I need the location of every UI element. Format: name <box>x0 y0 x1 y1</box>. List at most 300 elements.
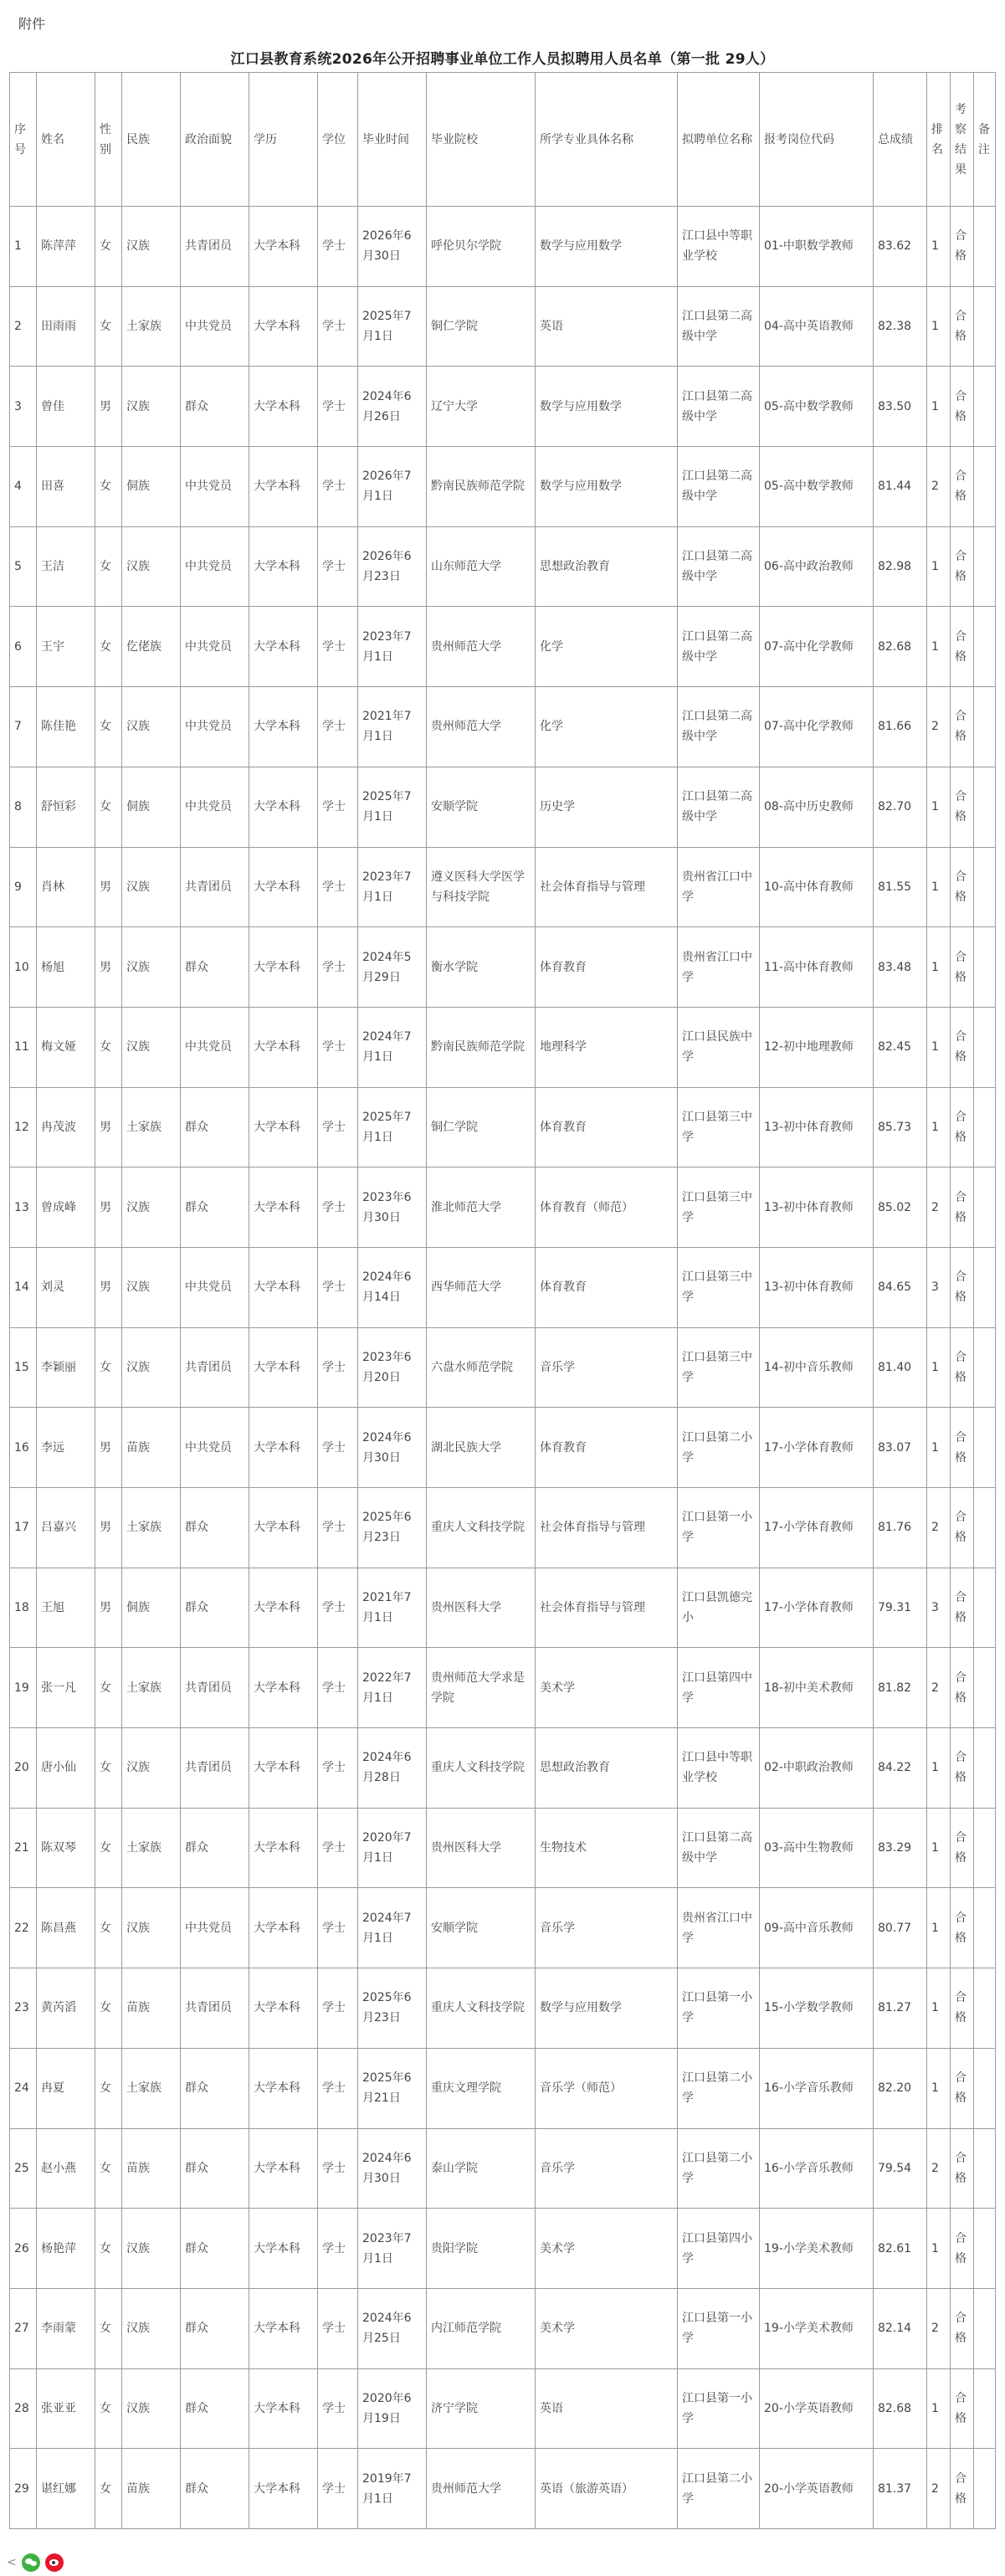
cell-rank: 2 <box>927 447 951 527</box>
attachment-label: 附件 <box>18 16 46 32</box>
cell-name: 刘灵 <box>37 1247 95 1327</box>
cell-education: 大学本科 <box>249 286 318 367</box>
cell-rank: 1 <box>927 847 951 927</box>
cell-graduation-date: 2023年7月1日 <box>358 2209 427 2289</box>
cell-total-score: 83.50 <box>874 367 927 447</box>
cell-remarks <box>974 847 996 927</box>
cell-graduation-date: 2024年6月30日 <box>358 2128 427 2209</box>
cell-index: 26 <box>10 2209 37 2289</box>
cell-degree: 学士 <box>318 1728 358 1809</box>
cell-rank: 1 <box>927 1087 951 1167</box>
cell-hiring-unit: 江口县中等职业学校 <box>678 207 760 287</box>
table-row <box>10 687 996 767</box>
share-icon[interactable]: < <box>7 2556 17 2569</box>
cell-position-code: 02-中职政治教师 <box>760 1728 874 1809</box>
cell-review-result: 合格 <box>951 1968 974 2049</box>
cell-graduation-date: 2023年6月30日 <box>358 1167 427 1248</box>
cell-remarks <box>974 1327 996 1408</box>
cell-hiring-unit: 江口县凯德完小 <box>678 1568 760 1648</box>
cell-hiring-unit: 贵州省江口中学 <box>678 847 760 927</box>
cell-rank: 3 <box>927 1247 951 1327</box>
cell-education: 大学本科 <box>249 1808 318 1888</box>
cell-remarks <box>974 2288 996 2368</box>
cell-ethnicity: 汉族 <box>122 207 181 287</box>
cell-name: 张一凡 <box>37 1648 95 1728</box>
cell-major: 数学与应用数学 <box>536 207 678 287</box>
cell-review-result: 合格 <box>951 367 974 447</box>
cell-school: 淮北师范大学 <box>427 1167 536 1248</box>
cell-position-code: 19-小学美术教师 <box>760 2209 874 2289</box>
cell-review-result: 合格 <box>951 2209 974 2289</box>
cell-total-score: 81.44 <box>874 447 927 527</box>
cell-school: 铜仁学院 <box>427 1087 536 1167</box>
cell-ethnicity: 汉族 <box>122 927 181 1008</box>
cell-index: 10 <box>10 927 37 1008</box>
cell-gender: 女 <box>95 607 122 687</box>
cell-education: 大学本科 <box>249 927 318 1008</box>
cell-total-score: 82.45 <box>874 1007 927 1087</box>
cell-total-score: 82.61 <box>874 2209 927 2289</box>
cell-education: 大学本科 <box>249 207 318 287</box>
cell-hiring-unit: 江口县第四中学 <box>678 1648 760 1728</box>
cell-rank: 1 <box>927 767 951 847</box>
cell-degree: 学士 <box>318 1408 358 1488</box>
cell-position-code: 11-高中体育教师 <box>760 927 874 1008</box>
cell-degree: 学士 <box>318 607 358 687</box>
cell-degree: 学士 <box>318 847 358 927</box>
cell-education: 大学本科 <box>249 1968 318 2049</box>
cell-remarks <box>974 1888 996 1968</box>
cell-rank: 1 <box>927 607 951 687</box>
cell-name: 陈萍萍 <box>37 207 95 287</box>
cell-political-status: 群众 <box>181 1568 249 1648</box>
cell-rank: 2 <box>927 1167 951 1248</box>
cell-major: 英语 <box>536 286 678 367</box>
cell-index: 28 <box>10 2368 37 2449</box>
cell-index: 1 <box>10 207 37 287</box>
cell-total-score: 81.82 <box>874 1648 927 1728</box>
weibo-icon[interactable] <box>45 2553 64 2572</box>
cell-major: 美术学 <box>536 2288 678 2368</box>
cell-school: 黔南民族师范学院 <box>427 1007 536 1087</box>
cell-gender: 女 <box>95 1968 122 2049</box>
cell-review-result: 合格 <box>951 526 974 607</box>
cell-political-status: 共青团员 <box>181 1968 249 2049</box>
cell-major: 体育教育 <box>536 1408 678 1488</box>
table-row <box>10 2209 996 2289</box>
table-row <box>10 1167 996 1248</box>
cell-name: 舒恒彩 <box>37 767 95 847</box>
header-col-remarks: 备注 <box>974 73 996 207</box>
cell-graduation-date: 2024年6月14日 <box>358 1247 427 1327</box>
cell-total-score: 83.62 <box>874 207 927 287</box>
cell-review-result: 合格 <box>951 1408 974 1488</box>
cell-review-result: 合格 <box>951 1247 974 1327</box>
cell-ethnicity: 汉族 <box>122 687 181 767</box>
table-row <box>10 1007 996 1087</box>
cell-graduation-date: 2020年6月19日 <box>358 2368 427 2449</box>
cell-index: 11 <box>10 1007 37 1087</box>
cell-graduation-date: 2026年7月1日 <box>358 447 427 527</box>
cell-index: 19 <box>10 1648 37 1728</box>
cell-position-code: 13-初中体育教师 <box>760 1167 874 1248</box>
cell-position-code: 13-初中体育教师 <box>760 1087 874 1167</box>
cell-rank: 1 <box>927 927 951 1008</box>
cell-major: 社会体育指导与管理 <box>536 1568 678 1648</box>
cell-review-result: 合格 <box>951 1327 974 1408</box>
table-row <box>10 1648 996 1728</box>
cell-school: 西华师范大学 <box>427 1247 536 1327</box>
cell-rank: 1 <box>927 1968 951 2049</box>
cell-major: 社会体育指导与管理 <box>536 1488 678 1568</box>
cell-ethnicity: 苗族 <box>122 1968 181 2049</box>
cell-position-code: 17-小学体育教师 <box>760 1488 874 1568</box>
cell-review-result: 合格 <box>951 2368 974 2449</box>
cell-graduation-date: 2024年7月1日 <box>358 1888 427 1968</box>
cell-school: 衡水学院 <box>427 927 536 1008</box>
cell-ethnicity: 汉族 <box>122 2288 181 2368</box>
cell-hiring-unit: 江口县民族中学 <box>678 1007 760 1087</box>
cell-graduation-date: 2023年6月20日 <box>358 1327 427 1408</box>
cell-review-result: 合格 <box>951 2288 974 2368</box>
header-row <box>10 73 996 207</box>
cell-degree: 学士 <box>318 2449 358 2529</box>
cell-total-score: 82.98 <box>874 526 927 607</box>
cell-graduation-date: 2020年7月1日 <box>358 1808 427 1888</box>
cell-political-status: 中共党员 <box>181 1888 249 1968</box>
cell-total-score: 81.27 <box>874 1968 927 2049</box>
cell-hiring-unit: 江口县第二高级中学 <box>678 607 760 687</box>
header-col-political-status: 政治面貌 <box>181 73 249 207</box>
cell-gender: 男 <box>95 1247 122 1327</box>
cell-political-status: 共青团员 <box>181 1648 249 1728</box>
cell-position-code: 05-高中数学教师 <box>760 367 874 447</box>
cell-education: 大学本科 <box>249 1568 318 1648</box>
cell-remarks <box>974 2048 996 2128</box>
cell-name: 田喜 <box>37 447 95 527</box>
cell-remarks <box>974 207 996 287</box>
cell-graduation-date: 2026年6月30日 <box>358 207 427 287</box>
cell-ethnicity: 苗族 <box>122 2128 181 2209</box>
cell-political-status: 中共党员 <box>181 687 249 767</box>
cell-position-code: 05-高中数学教师 <box>760 447 874 527</box>
cell-education: 大学本科 <box>249 2209 318 2289</box>
cell-hiring-unit: 江口县第二小学 <box>678 2048 760 2128</box>
cell-major: 体育教育 <box>536 1247 678 1327</box>
cell-total-score: 83.07 <box>874 1408 927 1488</box>
cell-hiring-unit: 江口县第一小学 <box>678 2288 760 2368</box>
cell-position-code: 13-初中体育教师 <box>760 1247 874 1327</box>
cell-ethnicity: 汉族 <box>122 526 181 607</box>
table-row <box>10 2449 996 2529</box>
cell-review-result: 合格 <box>951 286 974 367</box>
cell-political-status: 共青团员 <box>181 1728 249 1809</box>
cell-school: 辽宁大学 <box>427 367 536 447</box>
cell-degree: 学士 <box>318 1648 358 1728</box>
cell-ethnicity: 汉族 <box>122 1327 181 1408</box>
cell-hiring-unit: 江口县中等职业学校 <box>678 1728 760 1809</box>
cell-index: 15 <box>10 1327 37 1408</box>
cell-gender: 女 <box>95 1808 122 1888</box>
cell-political-status: 群众 <box>181 2209 249 2289</box>
cell-hiring-unit: 江口县第二高级中学 <box>678 526 760 607</box>
table-row <box>10 2048 996 2128</box>
cell-degree: 学士 <box>318 2128 358 2209</box>
cell-rank: 1 <box>927 1808 951 1888</box>
cell-major: 数学与应用数学 <box>536 367 678 447</box>
header-col-position-code: 报考岗位代码 <box>760 73 874 207</box>
cell-total-score: 85.02 <box>874 1167 927 1248</box>
cell-political-status: 群众 <box>181 2368 249 2449</box>
cell-position-code: 07-高中化学教师 <box>760 607 874 687</box>
cell-index: 24 <box>10 2048 37 2128</box>
cell-hiring-unit: 江口县第一小学 <box>678 2368 760 2449</box>
cell-education: 大学本科 <box>249 1888 318 1968</box>
cell-hiring-unit: 江口县第二高级中学 <box>678 286 760 367</box>
cell-education: 大学本科 <box>249 2449 318 2529</box>
cell-graduation-date: 2021年7月1日 <box>358 1568 427 1648</box>
cell-education: 大学本科 <box>249 2048 318 2128</box>
cell-gender: 女 <box>95 2128 122 2209</box>
cell-graduation-date: 2025年7月1日 <box>358 1087 427 1167</box>
cell-school: 六盘水师范学院 <box>427 1327 536 1408</box>
cell-ethnicity: 苗族 <box>122 1408 181 1488</box>
cell-gender: 男 <box>95 1568 122 1648</box>
cell-gender: 男 <box>95 927 122 1008</box>
cell-name: 陈佳艳 <box>37 687 95 767</box>
cell-ethnicity: 汉族 <box>122 1167 181 1248</box>
cell-graduation-date: 2025年6月23日 <box>358 1488 427 1568</box>
cell-remarks <box>974 1167 996 1248</box>
cell-education: 大学本科 <box>249 1087 318 1167</box>
cell-major: 音乐学 <box>536 1327 678 1408</box>
cell-index: 20 <box>10 1728 37 1809</box>
cell-graduation-date: 2026年6月23日 <box>358 526 427 607</box>
cell-position-code: 10-高中体育教师 <box>760 847 874 927</box>
cell-name: 赵小燕 <box>37 2128 95 2209</box>
cell-major: 地理科学 <box>536 1007 678 1087</box>
cell-remarks <box>974 2449 996 2529</box>
cell-graduation-date: 2024年5月29日 <box>358 927 427 1008</box>
cell-name: 李远 <box>37 1408 95 1488</box>
cell-hiring-unit: 江口县第三中学 <box>678 1087 760 1167</box>
cell-name: 杨艳萍 <box>37 2209 95 2289</box>
cell-school: 泰山学院 <box>427 2128 536 2209</box>
cell-degree: 学士 <box>318 2368 358 2449</box>
cell-review-result: 合格 <box>951 1888 974 1968</box>
cell-degree: 学士 <box>318 2048 358 2128</box>
cell-political-status: 群众 <box>181 1087 249 1167</box>
cell-degree: 学士 <box>318 1488 358 1568</box>
cell-rank: 1 <box>927 2368 951 2449</box>
cell-name: 张亚亚 <box>37 2368 95 2449</box>
cell-name: 王旭 <box>37 1568 95 1648</box>
cell-graduation-date: 2025年6月23日 <box>358 1968 427 2049</box>
cell-school: 内江师范学院 <box>427 2288 536 2368</box>
cell-graduation-date: 2024年6月26日 <box>358 367 427 447</box>
cell-total-score: 80.77 <box>874 1888 927 1968</box>
header-col-degree: 学位 <box>318 73 358 207</box>
cell-review-result: 合格 <box>951 927 974 1008</box>
cell-hiring-unit: 贵州省江口中学 <box>678 1888 760 1968</box>
cell-education: 大学本科 <box>249 1488 318 1568</box>
cell-ethnicity: 土家族 <box>122 286 181 367</box>
cell-political-status: 中共党员 <box>181 607 249 687</box>
cell-major: 英语（旅游英语） <box>536 2449 678 2529</box>
cell-name: 冉茂波 <box>37 1087 95 1167</box>
cell-gender: 女 <box>95 687 122 767</box>
cell-hiring-unit: 江口县第二高级中学 <box>678 367 760 447</box>
cell-degree: 学士 <box>318 207 358 287</box>
cell-name: 吕嘉兴 <box>37 1488 95 1568</box>
cell-political-status: 群众 <box>181 1488 249 1568</box>
cell-remarks <box>974 2209 996 2289</box>
cell-gender: 女 <box>95 1888 122 1968</box>
cell-index: 2 <box>10 286 37 367</box>
cell-index: 12 <box>10 1087 37 1167</box>
cell-position-code: 01-中职数学教师 <box>760 207 874 287</box>
cell-school: 黔南民族师范学院 <box>427 447 536 527</box>
cell-total-score: 82.14 <box>874 2288 927 2368</box>
cell-review-result: 合格 <box>951 1648 974 1728</box>
cell-name: 王宇 <box>37 607 95 687</box>
cell-total-score: 81.37 <box>874 2449 927 2529</box>
cell-degree: 学士 <box>318 526 358 607</box>
cell-degree: 学士 <box>318 2288 358 2368</box>
cell-index: 7 <box>10 687 37 767</box>
cell-major: 美术学 <box>536 2209 678 2289</box>
cell-hiring-unit: 江口县第二小学 <box>678 2128 760 2209</box>
cell-rank: 1 <box>927 2048 951 2128</box>
header-col-review-result: 考察结果 <box>951 73 974 207</box>
cell-graduation-date: 2025年7月1日 <box>358 767 427 847</box>
cell-total-score: 84.22 <box>874 1728 927 1809</box>
cell-ethnicity: 仡佬族 <box>122 607 181 687</box>
cell-school: 安顺学院 <box>427 767 536 847</box>
cell-ethnicity: 侗族 <box>122 767 181 847</box>
cell-school: 济宁学院 <box>427 2368 536 2449</box>
cell-gender: 男 <box>95 367 122 447</box>
cell-index: 21 <box>10 1808 37 1888</box>
cell-major: 化学 <box>536 607 678 687</box>
cell-rank: 2 <box>927 687 951 767</box>
cell-major: 音乐学 <box>536 1888 678 1968</box>
cell-hiring-unit: 江口县第三中学 <box>678 1327 760 1408</box>
cell-total-score: 81.66 <box>874 687 927 767</box>
cell-education: 大学本科 <box>249 767 318 847</box>
cell-political-status: 群众 <box>181 2449 249 2529</box>
cell-index: 6 <box>10 607 37 687</box>
cell-gender: 女 <box>95 2209 122 2289</box>
cell-total-score: 81.40 <box>874 1327 927 1408</box>
table-row <box>10 526 996 607</box>
cell-ethnicity: 汉族 <box>122 2209 181 2289</box>
cell-review-result: 合格 <box>951 1007 974 1087</box>
cell-major: 思想政治教育 <box>536 526 678 607</box>
cell-name: 王洁 <box>37 526 95 607</box>
header-col-index: 序号 <box>10 73 37 207</box>
cell-education: 大学本科 <box>249 1327 318 1408</box>
cell-remarks <box>974 1568 996 1648</box>
wechat-icon[interactable] <box>22 2553 40 2572</box>
table-row <box>10 1568 996 1648</box>
cell-gender: 女 <box>95 1648 122 1728</box>
cell-degree: 学士 <box>318 1087 358 1167</box>
cell-degree: 学士 <box>318 687 358 767</box>
cell-hiring-unit: 江口县第二小学 <box>678 2449 760 2529</box>
cell-name: 李雨蒙 <box>37 2288 95 2368</box>
cell-name: 唐小仙 <box>37 1728 95 1809</box>
cell-review-result: 合格 <box>951 1087 974 1167</box>
cell-major: 音乐学（师范） <box>536 2048 678 2128</box>
cell-political-status: 共青团员 <box>181 1327 249 1408</box>
cell-review-result: 合格 <box>951 847 974 927</box>
cell-remarks <box>974 1728 996 1809</box>
cell-hiring-unit: 贵州省江口中学 <box>678 927 760 1008</box>
table-row <box>10 1728 996 1809</box>
cell-education: 大学本科 <box>249 447 318 527</box>
table-row <box>10 1888 996 1968</box>
cell-remarks <box>974 767 996 847</box>
cell-political-status: 中共党员 <box>181 286 249 367</box>
cell-position-code: 19-小学美术教师 <box>760 2288 874 2368</box>
cell-name: 肖林 <box>37 847 95 927</box>
cell-political-status: 共青团员 <box>181 207 249 287</box>
cell-index: 14 <box>10 1247 37 1327</box>
cell-major: 音乐学 <box>536 2128 678 2209</box>
cell-education: 大学本科 <box>249 1648 318 1728</box>
cell-gender: 女 <box>95 207 122 287</box>
cell-political-status: 中共党员 <box>181 1408 249 1488</box>
cell-gender: 男 <box>95 1087 122 1167</box>
cell-ethnicity: 土家族 <box>122 2048 181 2128</box>
cell-political-status: 群众 <box>181 367 249 447</box>
cell-gender: 男 <box>95 1167 122 1248</box>
cell-remarks <box>974 286 996 367</box>
cell-degree: 学士 <box>318 1808 358 1888</box>
cell-index: 23 <box>10 1968 37 2049</box>
cell-degree: 学士 <box>318 927 358 1008</box>
cell-position-code: 06-高中政治教师 <box>760 526 874 607</box>
cell-school: 贵州医科大学 <box>427 1808 536 1888</box>
cell-hiring-unit: 江口县第三中学 <box>678 1247 760 1327</box>
cell-position-code: 12-初中地理教师 <box>760 1007 874 1087</box>
cell-graduation-date: 2022年7月1日 <box>358 1648 427 1728</box>
cell-major: 化学 <box>536 687 678 767</box>
cell-remarks <box>974 1648 996 1728</box>
cell-index: 5 <box>10 526 37 607</box>
cell-total-score: 82.68 <box>874 607 927 687</box>
cell-position-code: 09-高中音乐教师 <box>760 1888 874 1968</box>
cell-name: 梅文娅 <box>37 1007 95 1087</box>
cell-rank: 1 <box>927 1888 951 1968</box>
cell-gender: 女 <box>95 2288 122 2368</box>
table-row <box>10 1408 996 1488</box>
cell-hiring-unit: 江口县第一小学 <box>678 1968 760 2049</box>
table-row <box>10 1968 996 2049</box>
cell-school: 贵州师范大学 <box>427 2449 536 2529</box>
header-col-total-score: 总成绩 <box>874 73 927 207</box>
cell-remarks <box>974 1408 996 1488</box>
cell-ethnicity: 汉族 <box>122 1728 181 1809</box>
cell-position-code: 18-初中美术教师 <box>760 1648 874 1728</box>
cell-school: 贵州师范大学求是学院 <box>427 1648 536 1728</box>
cell-major: 体育教育 <box>536 1087 678 1167</box>
table-row <box>10 607 996 687</box>
document-title: 江口县教育系统2026年公开招聘事业单位工作人员拟聘用人员名单（第一批 29人） <box>230 51 775 68</box>
cell-review-result: 合格 <box>951 687 974 767</box>
cell-education: 大学本科 <box>249 1167 318 1248</box>
